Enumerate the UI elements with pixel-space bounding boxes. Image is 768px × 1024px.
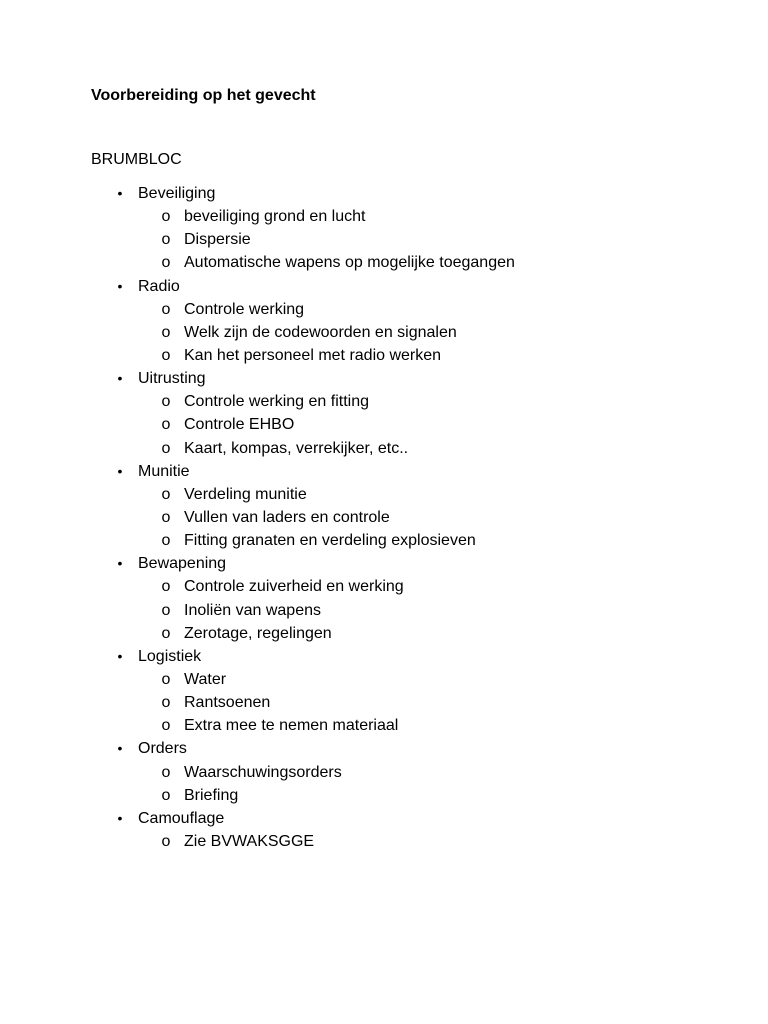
- bullet-circle-icon: o: [161, 694, 171, 712]
- sub-item-label: Automatische wapens op mogelijke toegangen: [184, 254, 515, 272]
- sub-item-label: Zie BVWAKSGGE: [184, 832, 315, 850]
- sub-list-item: [0, 506, 768, 529]
- bullet-circle-icon: o: [161, 300, 171, 318]
- bullet-dot-icon: •: [117, 809, 123, 826]
- sub-item-label: Verdeling munitie: [184, 485, 307, 503]
- main-list-item: [0, 645, 768, 668]
- sub-item-label: Kan het personeel met radio werken: [184, 346, 442, 364]
- bullet-circle-icon: o: [161, 670, 171, 688]
- sub-list: [0, 761, 768, 807]
- sub-list: [0, 298, 768, 367]
- bullet-dot-icon: •: [117, 462, 123, 479]
- main-list-item: [0, 807, 768, 830]
- bullet-circle-icon: o: [161, 416, 171, 434]
- bullet-dot-icon: •: [117, 740, 123, 757]
- sub-item-label: Controle werking en fitting: [184, 393, 369, 411]
- main-list-item: [0, 460, 768, 483]
- bullet-circle-icon: o: [161, 439, 171, 457]
- sub-list-item: [0, 830, 768, 853]
- bullet-circle-icon: o: [161, 254, 171, 272]
- sub-list: [0, 483, 768, 552]
- main-item-label: Beveiliging: [138, 185, 216, 202]
- outline-section: [0, 182, 768, 275]
- sub-item-label: Controle EHBO: [184, 416, 295, 434]
- sub-item-label: Controle werking: [184, 300, 305, 318]
- main-item-label: Camouflage: [138, 809, 225, 827]
- bullet-dot-icon: •: [117, 647, 123, 664]
- sub-list-item: [0, 784, 768, 807]
- bullet-circle-icon: o: [161, 208, 171, 226]
- sub-list-item: [0, 691, 768, 714]
- bullet-circle-icon: o: [161, 832, 171, 850]
- bullet-circle-icon: o: [161, 624, 171, 642]
- sub-item-label: Extra mee te nemen materiaal: [184, 717, 399, 735]
- sub-item-label: Inoliën van wapens: [184, 601, 321, 619]
- sub-list: [0, 205, 768, 274]
- sub-item-label: Water: [184, 670, 227, 688]
- sub-list-item: [0, 298, 768, 321]
- document-title: Voorbereiding op het gevecht: [91, 87, 316, 104]
- sub-list: [0, 830, 768, 853]
- sub-list: [0, 575, 768, 644]
- sub-list-item: [0, 344, 768, 367]
- outline-section: [0, 275, 768, 368]
- bullet-circle-icon: o: [161, 601, 171, 619]
- sub-list-item: [0, 413, 768, 436]
- bullet-dot-icon: •: [117, 185, 123, 201]
- sub-list-item: [0, 205, 768, 228]
- bullet-dot-icon: •: [117, 370, 123, 387]
- sub-list-item: [0, 714, 768, 737]
- sub-list-item: [0, 529, 768, 552]
- sub-item-label: Briefing: [184, 786, 239, 804]
- outline-section: [0, 807, 768, 853]
- bullet-circle-icon: o: [161, 508, 171, 526]
- outline-section: [0, 737, 768, 806]
- outline-list: [0, 182, 768, 853]
- bullet-circle-icon: o: [161, 346, 171, 364]
- sub-item-label: Dispersie: [184, 231, 251, 249]
- outline-section: [0, 367, 768, 460]
- outline-section: [0, 552, 768, 645]
- bullet-dot-icon: •: [117, 555, 123, 572]
- bullet-circle-icon: o: [161, 578, 171, 596]
- sub-item-label: Waarschuwingsorders: [184, 763, 342, 781]
- sub-list-item: [0, 228, 768, 251]
- main-list-item: [0, 367, 768, 390]
- sub-list: [0, 668, 768, 737]
- bullet-circle-icon: o: [161, 393, 171, 411]
- sub-item-label: beveiliging grond en lucht: [184, 208, 366, 226]
- sub-item-label: Vullen van laders en controle: [184, 508, 390, 526]
- sub-item-label: Zerotage, regelingen: [184, 624, 332, 642]
- sub-list-item: [0, 437, 768, 460]
- bullet-circle-icon: o: [161, 485, 171, 503]
- main-item-label: Radio: [138, 277, 180, 295]
- sub-list-item: [0, 483, 768, 506]
- sub-item-label: Kaart, kompas, verrekijker, etc..: [184, 439, 409, 457]
- sub-list-item: [0, 251, 768, 274]
- outline-section: [0, 645, 768, 738]
- sub-list-item: [0, 390, 768, 413]
- sub-list-item: [0, 321, 768, 344]
- bullet-circle-icon: o: [161, 532, 171, 550]
- bullet-circle-icon: o: [161, 763, 171, 781]
- outline-section: [0, 460, 768, 553]
- main-item-label: Orders: [138, 740, 187, 758]
- main-item-label: Bewapening: [138, 555, 227, 573]
- main-list-item: [0, 182, 768, 205]
- sub-list-item: [0, 761, 768, 784]
- sub-item-label: Fitting granaten en verdeling explosieven: [184, 532, 476, 550]
- sub-item-label: Rantsoenen: [184, 694, 271, 712]
- main-list-item: [0, 552, 768, 575]
- bullet-circle-icon: o: [161, 786, 171, 804]
- main-list-item: [0, 737, 768, 760]
- sub-item-label: Controle zuiverheid en werking: [184, 578, 404, 596]
- sub-list: [0, 390, 768, 459]
- sub-list-item: [0, 575, 768, 598]
- bullet-circle-icon: o: [161, 323, 171, 341]
- main-list-item: [0, 275, 768, 298]
- sub-list-item: [0, 622, 768, 645]
- main-item-label: Munitie: [138, 462, 190, 480]
- bullet-dot-icon: •: [117, 277, 123, 294]
- main-item-label: Uitrusting: [138, 370, 206, 388]
- sub-list-item: [0, 668, 768, 691]
- document-subtitle: BRUMBLOC: [91, 151, 182, 168]
- bullet-circle-icon: o: [161, 717, 171, 735]
- sub-item-label: Welk zijn de codewoorden en signalen: [184, 323, 457, 341]
- main-item-label: Logistiek: [138, 647, 202, 665]
- sub-list-item: [0, 599, 768, 622]
- bullet-circle-icon: o: [161, 231, 171, 249]
